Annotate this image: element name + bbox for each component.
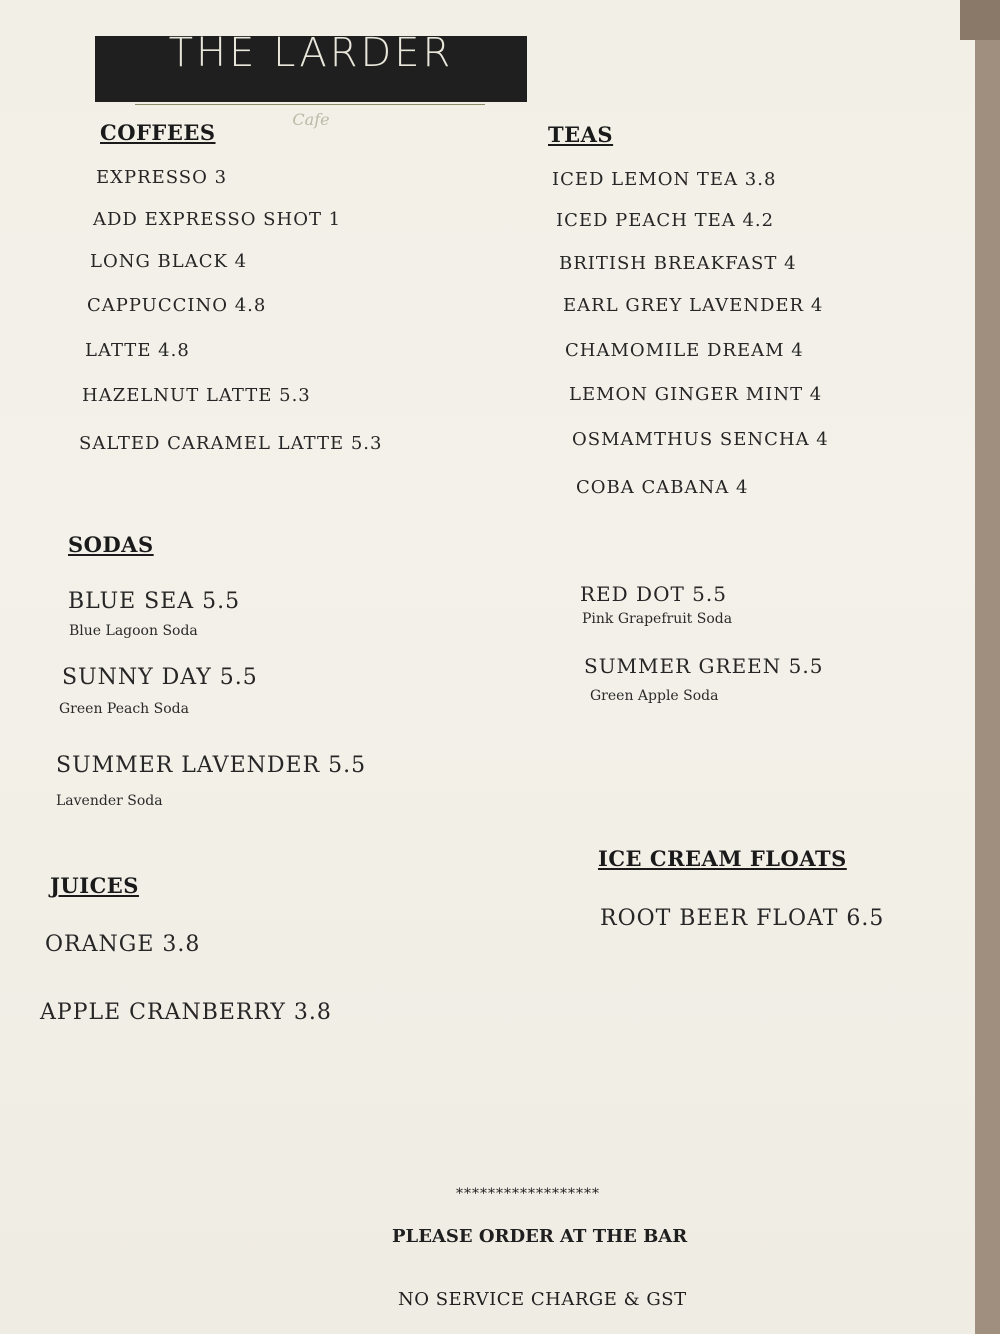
footer-stars: ****************** [456, 1186, 600, 1202]
tea-item: LEMON GINGER MINT 4 [569, 384, 823, 405]
logo-rule [135, 104, 485, 105]
coffee-item: LATTE 4.8 [85, 340, 190, 361]
sodas-heading: SODAS [68, 532, 154, 557]
juice-item: ORANGE 3.8 [45, 932, 201, 957]
tea-item: OSMAMTHUS SENCHA 4 [572, 429, 829, 450]
juice-item: APPLE CRANBERRY 3.8 [40, 1000, 332, 1025]
cafe-logo-subtitle: Cafe [292, 110, 330, 129]
coffee-item: CAPPUCCINO 4.8 [87, 295, 267, 316]
tea-item: ICED PEACH TEA 4.2 [556, 210, 775, 231]
tea-item: ICED LEMON TEA 3.8 [552, 169, 777, 190]
juices-heading: JUICES [50, 873, 139, 898]
soda-item: SUMMER GREEN 5.5 [584, 654, 824, 678]
charge-note: NO SERVICE CHARGE & GST [398, 1289, 687, 1310]
tea-item: BRITISH BREAKFAST 4 [559, 253, 797, 274]
soda-item: BLUE SEA 5.5 [68, 589, 241, 614]
soda-item: RED DOT 5.5 [580, 582, 727, 606]
tea-item: COBA CABANA 4 [576, 477, 749, 498]
tea-item: EARL GREY LAVENDER 4 [563, 295, 824, 316]
teas-heading: TEAS [548, 122, 614, 147]
floats-heading: ICE CREAM FLOATS [598, 846, 847, 871]
soda-description: Pink Grapefruit Soda [582, 611, 733, 627]
coffee-item: HAZELNUT LATTE 5.3 [82, 385, 311, 406]
menu-header [95, 30, 527, 129]
coffees-heading: COFFEES [100, 120, 216, 145]
tea-item: CHAMOMILE DREAM 4 [565, 340, 804, 361]
coffee-item: EXPRESSO 3 [96, 167, 228, 188]
coffee-item: SALTED CARAMEL LATTE 5.3 [79, 433, 383, 454]
cafe-logo-title: THE LARDER [168, 30, 454, 76]
coffee-item: ADD EXPRESSO SHOT 1 [93, 209, 342, 230]
background-edge [960, 0, 1000, 40]
float-item: ROOT BEER FLOAT 6.5 [600, 906, 885, 931]
soda-item: SUMMER LAVENDER 5.5 [56, 753, 367, 778]
soda-description: Blue Lagoon Soda [69, 623, 198, 639]
soda-item: SUNNY DAY 5.5 [62, 665, 258, 690]
coffee-item: LONG BLACK 4 [90, 251, 248, 272]
soda-description: Green Peach Soda [59, 701, 189, 717]
soda-description: Green Apple Soda [590, 688, 719, 704]
soda-description: Lavender Soda [56, 793, 163, 809]
order-note: PLEASE ORDER AT THE BAR [392, 1226, 688, 1247]
